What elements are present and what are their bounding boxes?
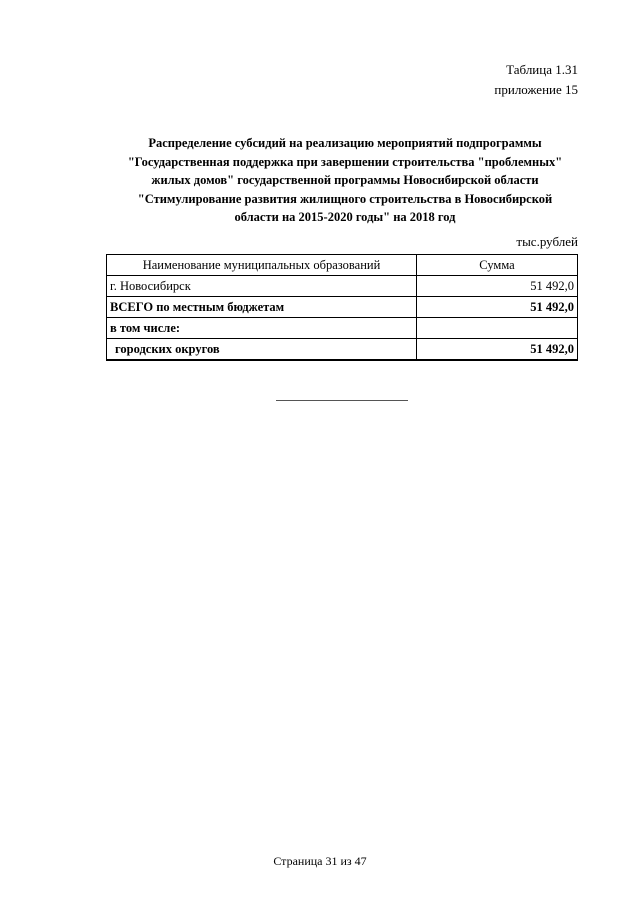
table-row <box>107 318 578 339</box>
table-row <box>107 276 578 297</box>
title-line: "Стимулирование развития жилищного строительства в Новосибирской <box>137 191 553 206</box>
urban-districts-label: городских округов <box>107 339 417 361</box>
title-line: Распределение субсидий на реализацию мероприятий подпрограммы <box>148 136 542 150</box>
title-line: "Государственная поддержка при завершении строительства "проблемных" <box>127 154 563 169</box>
subsidy-table <box>106 254 578 361</box>
total-label: ВСЕГО по местным бюджетам <box>107 297 417 318</box>
column-header-sum: Сумма <box>417 255 578 276</box>
appendix-label: приложение 15 <box>494 82 578 97</box>
table-row <box>107 297 578 318</box>
separator-line <box>276 400 408 401</box>
column-header-name: Наименование муниципальных образований <box>107 255 417 276</box>
total-sum: 51 492,0 <box>417 297 578 318</box>
page-number: Страница 31 из 47 <box>273 854 367 868</box>
including-sum <box>417 318 578 339</box>
table-row <box>107 339 578 361</box>
title-line: области на 2015-2020 годы" на 2018 год <box>234 210 456 224</box>
table-number: Таблица 1.31 <box>506 62 578 77</box>
document-title <box>106 134 584 227</box>
municipality-sum: 51 492,0 <box>417 276 578 297</box>
title-line: жилых домов" государственной программы Новосибирской области <box>151 173 539 187</box>
units-label: тыс.рублей <box>516 234 578 249</box>
table-header-row <box>107 255 578 276</box>
including-label: в том числе: <box>107 318 417 339</box>
urban-districts-sum: 51 492,0 <box>417 339 578 361</box>
municipality-name: г. Новосибирск <box>107 276 417 297</box>
